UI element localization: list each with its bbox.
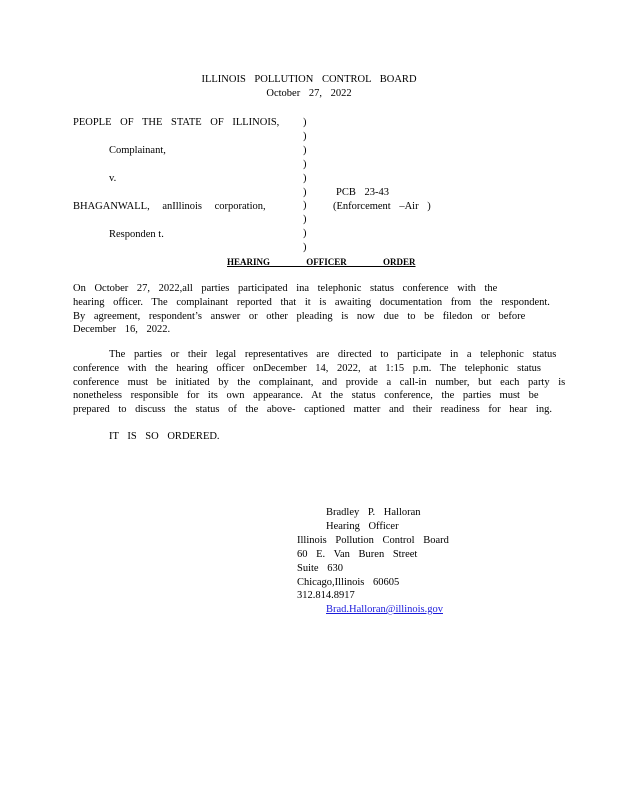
closing-statement: IT IS SO ORDERED.	[109, 431, 220, 442]
order-date: October 27, 2022	[266, 88, 352, 99]
paragraph-line: nonetheless responsible for its own appearance. At the status conference, the parties must be	[73, 390, 539, 402]
defendant-name: BHAGANWALL, anIllinois corporation,	[73, 201, 266, 212]
paragraph-line: conference with the hearing officer onDecember 14, 2022, at 1:15 p.m. The telephonic status	[73, 362, 542, 374]
case-type: (Enforcement –Air )	[333, 201, 431, 212]
signature-org: Illinois Pollution Control Board	[297, 535, 449, 546]
paragraph-line: conference must be initiated by the complainant, and provide a call-in number, but each party is	[73, 376, 566, 388]
paragraph-line: By agreement, respondent’s answer or other pleading is now due to be filedon or before	[73, 310, 526, 322]
signature-name: Bradley P. Halloran	[326, 507, 421, 518]
paragraph-line: hearing officer. The complainant reported that it is awaiting documentation from the respondent.	[73, 296, 550, 308]
signature-phone: 312.814.8917	[297, 590, 355, 601]
email-link[interactable]: Brad.Halloran@illinois.gov	[326, 604, 443, 615]
paragraph-status-conference	[73, 282, 550, 337]
paragraph-line: The parties or their legal representatives are directed to participate in a telephonic status	[109, 349, 557, 360]
respondent-label: Responden t.	[109, 229, 164, 240]
paragraph-line: On October 27, 2022,all parties participated ina telephonic status conference with the	[73, 283, 498, 294]
agency-heading: ILLINOIS POLLUTION CONTROL BOARD	[201, 74, 417, 85]
paragraph-line: December 16, 2022.	[73, 324, 171, 336]
plaintiff-name: PEOPLE OF THE STATE OF ILLINOIS,	[73, 117, 280, 128]
paragraph-line: prepared to discuss the status of the above- captioned matter and their readiness for hear ing.	[73, 404, 552, 416]
complainant-label: Complainant,	[109, 145, 166, 156]
order-title: HEARING OFFICER ORDER	[227, 257, 416, 267]
signature-city: Chicago,Illinois 60605	[297, 577, 400, 588]
signature-street: 60 E. Van Buren Street	[297, 549, 418, 560]
signature-title: Hearing Officer	[326, 521, 399, 532]
signature-suite: Suite 630	[297, 563, 343, 574]
caption-parentheses: ) ) ) ) ) ) ) ) ) )	[303, 117, 307, 254]
versus-label: v.	[109, 173, 117, 184]
case-number: PCB 23-43	[336, 187, 389, 198]
paragraph-directive	[73, 348, 566, 417]
